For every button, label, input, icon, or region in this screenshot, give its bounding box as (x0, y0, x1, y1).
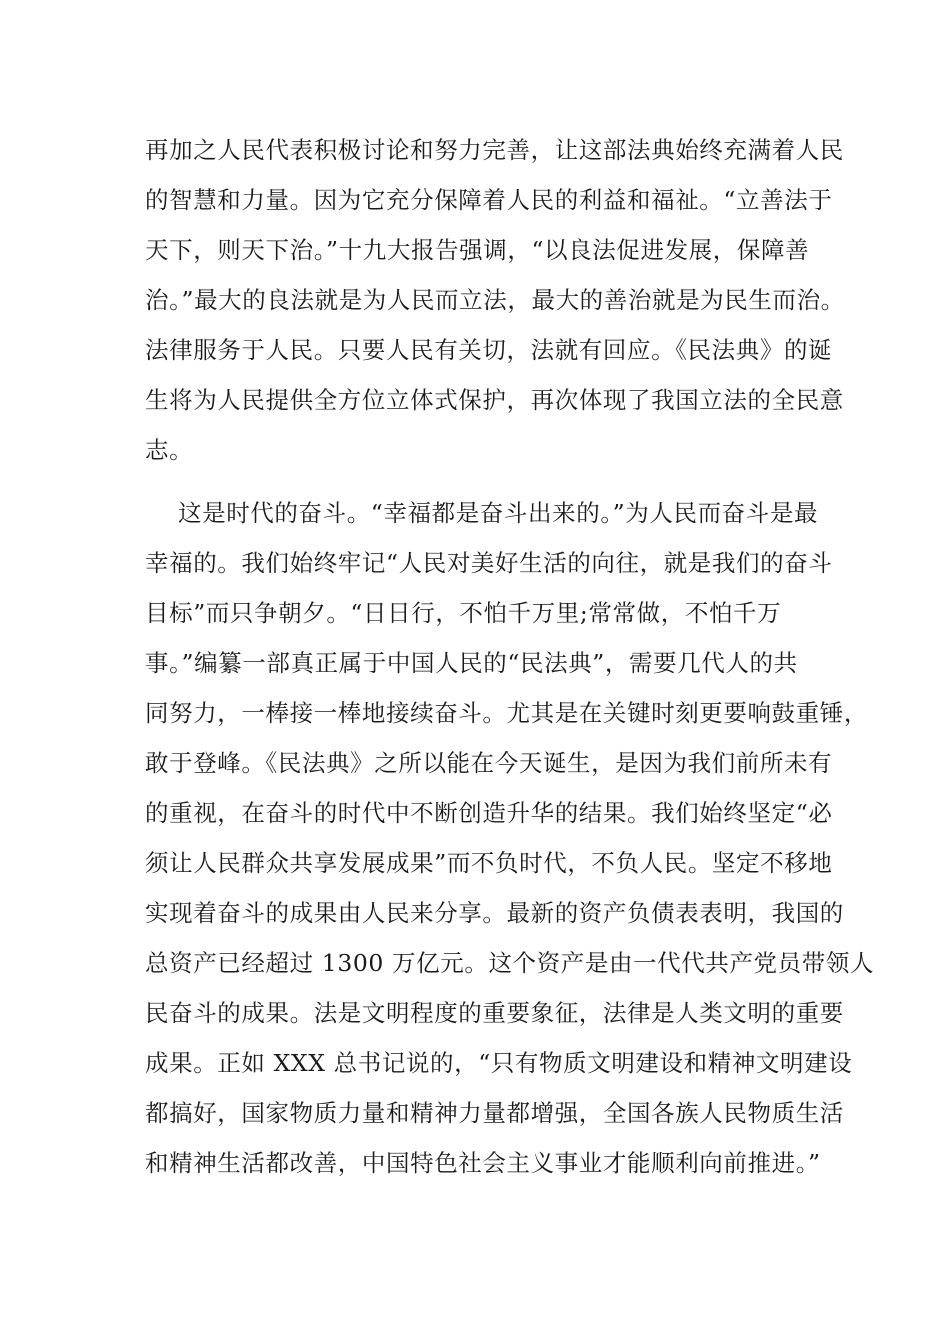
paragraph-1-line-2: 的智慧和力量。因为它充分保障着人民的利益和福祉。“立善法于 (145, 186, 833, 214)
paragraph-1-line-7: 志。 (145, 436, 194, 464)
paragraph-2-line-1: 这是时代的奋斗。“幸福都是奋斗出来的。”为人民而奋斗是最 (178, 499, 819, 527)
paragraph-1-line-4: 治。”最大的良法就是为人民而立法，最大的善治就是为民生而治。 (145, 286, 845, 314)
paragraph-2-line-10: 总资产已经超过 1300 万亿元。这个资产是由一代代共产党员带领人 (145, 949, 875, 977)
paragraph-2-line-9: 实现着奋斗的成果由人民来分享。最新的资产负债表表明，我国的 (145, 899, 844, 927)
paragraph-1-line-6: 生将为人民提供全方位立体式保护，再次体现了我国立法的全民意 (145, 386, 844, 414)
paragraph-2-line-11: 民奋斗的成果。法是文明程度的重要象征，法律是人类文明的重要 (145, 999, 844, 1027)
paragraph-1-line-1: 再加之人民代表积极讨论和努力完善，让这部法典始终充满着人民 (145, 136, 844, 164)
paragraph-1-line-5: 法律服务于人民。只要人民有关切，法就有回应。《民法典》的诞 (145, 336, 833, 364)
paragraph-2-line-2: 幸福的。我们始终牢记“人民对美好生活的向往，就是我们的奋斗 (145, 549, 833, 577)
paragraph-2-line-7: 的重视，在奋斗的时代中不断创造升华的结果。我们始终坚定“必 (145, 799, 833, 827)
paragraph-2-line-3: 目标”而只争朝夕。“日日行，不怕千万里;常常做，不怕千万 (145, 599, 782, 627)
paragraph-2-line-13: 都搞好，国家物质力量和精神力量都增强，全国各族人民物质生活 (145, 1099, 844, 1127)
paragraph-2-line-4: 事。”编纂一部真正属于中国人民的“民法典”，需要几代人的共 (145, 649, 798, 677)
paragraph-2-line-5: 同努力，一棒接一棒地接续奋斗。尤其是在关键时刻更要响鼓重锤， (145, 699, 868, 727)
paragraph-2-line-6: 敢于登峰。《民法典》之所以能在今天诞生，是因为我们前所未有 (145, 749, 833, 777)
paragraph-1-line-3: 天下，则天下治。”十九大报告强调，“以良法促进发展，保障善 (145, 236, 810, 264)
paragraph-2-line-12: 成果。正如 XXX 总书记说的，“只有物质文明建设和精神文明建设 (145, 1049, 853, 1077)
paragraph-2-line-14: 和精神生活都改善，中国特色社会主义事业才能顺利向前推进。” (145, 1149, 821, 1177)
paragraph-2-line-8: 须让人民群众共享发展成果”而不负时代，不负人民。坚定不移地 (145, 849, 833, 877)
